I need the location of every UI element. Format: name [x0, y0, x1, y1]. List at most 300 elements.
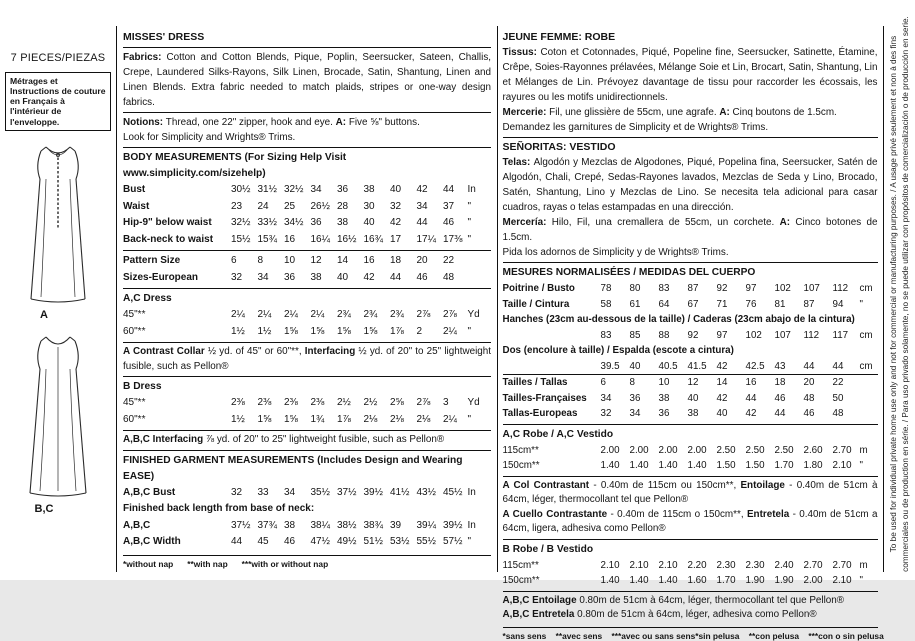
table-cell: 2.10 [600, 559, 620, 571]
table-cell: 42 [716, 392, 728, 404]
table-cell: 61 [629, 298, 641, 310]
table-cell: 1.40 [600, 460, 620, 471]
ac-robe-section [503, 424, 878, 539]
table-cell: 2.70 [832, 559, 852, 571]
table-cell: 44 [390, 271, 402, 283]
table-cell: 67 [687, 298, 699, 310]
table-cell: 34 [310, 184, 322, 195]
finished-measurements-header: FINISHED GARMENT MEASUREMENTS (Includes Design and Wearing EASE) [123, 454, 463, 482]
table-cell: 42 [363, 271, 375, 283]
row-label: Bust [123, 184, 146, 195]
table-row [123, 534, 491, 551]
unit-cell: " [467, 200, 472, 212]
table-cell: 57½ [443, 536, 463, 547]
ac-robe-header: A,C Robe / A,C Vestido [502, 428, 614, 440]
table-cell: 3 [443, 397, 449, 408]
table-cell: 102 [774, 283, 791, 294]
table-cell: 34 [284, 486, 296, 498]
table-cell: 2.00 [803, 575, 823, 586]
table-row [123, 182, 491, 199]
unit-cell: " [859, 460, 863, 471]
entoilage-block [503, 591, 878, 625]
table-cell: 2¾ [390, 309, 404, 320]
unit-cell: Yd [467, 397, 480, 408]
fabrics-block [123, 47, 491, 112]
legal-text-line2: commerciales ou de production en série. / Para uso privado solamente, no se puede utilizar con propósitos de comercialización o de producción en serie. [900, 16, 910, 572]
unit-cell: m [859, 444, 868, 456]
finished-measurements-table [123, 485, 491, 551]
table-cell: 80 [629, 283, 641, 294]
table-cell: 15¾ [257, 233, 277, 245]
unit-cell: Yd [467, 309, 480, 320]
table-cell: 33½ [257, 217, 277, 228]
ac-dress-section [123, 288, 491, 376]
table-cell: 32 [231, 486, 243, 498]
table-row [503, 297, 878, 313]
row-label: 45"** [123, 309, 146, 320]
table-cell: 102 [745, 329, 762, 341]
table-cell: 32½ [231, 217, 251, 228]
table-cell: 37½ [231, 519, 251, 531]
table-cell: 51½ [363, 536, 383, 547]
table-cell: 78 [600, 283, 612, 294]
unit-cell: cm [859, 360, 873, 372]
b-dress-header: B Dress [123, 381, 162, 392]
table-cell: 42 [716, 360, 728, 372]
table-cell: 83 [658, 283, 670, 294]
unit-cell: cm [859, 329, 873, 341]
table-row [123, 485, 491, 502]
unit-cell: In [467, 519, 476, 531]
col-contrastant-note: A Col Contrastant - 0.40m de 115cm ou 150cm**, Entoilage - 0.40m de 51cm à 64cm, léger, thermocollant tel que Pellon® [503, 476, 878, 508]
table-cell: 1½ [231, 413, 245, 425]
table-cell: 48 [832, 408, 844, 419]
row-label: Finished back length from base of neck: [123, 503, 315, 514]
table-cell: 8 [629, 377, 635, 388]
table-cell: 40 [629, 360, 641, 372]
table-cell: 2 [416, 325, 423, 337]
unit-cell: " [859, 298, 863, 310]
table-cell: 1.50 [745, 460, 765, 471]
entretela-note: A,B,C Entretela 0.80m de 51cm à 64cm, léger, adhesiva como Pellon® [502, 609, 817, 620]
table-row [503, 558, 878, 574]
table-cell: 55½ [416, 536, 436, 547]
table-row [503, 443, 878, 459]
table-cell: 2¼ [284, 309, 298, 320]
table-row [503, 391, 878, 407]
table-cell: 48 [443, 271, 455, 283]
table-cell: 20 [803, 377, 815, 388]
table-row [503, 281, 878, 297]
table-cell: 38 [363, 184, 375, 195]
table-cell: 2.30 [745, 559, 765, 571]
mesures-section [503, 262, 878, 424]
table-row [123, 232, 491, 249]
table-cell: 16 [745, 377, 757, 388]
unit-cell: " [467, 536, 472, 547]
row-label: Taille / Cintura [502, 298, 570, 310]
table-cell: 39½ [443, 519, 463, 531]
pattern-size-table [123, 253, 491, 286]
table-cell: 2.20 [687, 559, 707, 571]
body-measurements-section [123, 147, 491, 250]
table-cell: 1.90 [774, 575, 794, 586]
table-cell: 6 [231, 255, 237, 266]
row-label: Waist [123, 200, 150, 212]
contrast-collar-note: A Contrast Collar ½ yd. of 45" or 60"**, Interfacing ½ yd. of 20" to 25" lightweight fusible, such as Pellon® [123, 342, 491, 374]
table-cell: 36 [310, 217, 322, 228]
table-cell: 41.5 [687, 360, 707, 372]
table-cell: 34 [629, 408, 641, 419]
table-row [123, 307, 491, 324]
row-label: Tailles-Françaises [502, 392, 587, 404]
table-cell: 8 [257, 255, 264, 266]
table-cell: 88 [658, 329, 670, 341]
table-cell: 44 [745, 392, 757, 404]
table-cell: 42 [390, 217, 402, 228]
table-cell: 2.70 [803, 559, 823, 571]
table-cell: 20 [416, 255, 428, 266]
table-cell: 97 [745, 283, 757, 294]
table-cell: 32 [600, 408, 612, 419]
table-cell: 14 [716, 377, 728, 388]
table-cell: 1.80 [803, 460, 823, 471]
misses-dress-title-block [123, 28, 491, 47]
table-cell: 44 [832, 360, 844, 372]
row-label: Hip-9" below waist [123, 217, 212, 228]
misses-dress-title: MISSES' DRESS [123, 31, 205, 43]
entoilage-note: A,B,C Entoilage 0.80m de 51cm à 64cm, léger, thermocollant tel que Pellon® [502, 594, 845, 606]
table-cell: 112 [803, 329, 820, 341]
b-robe-table [503, 558, 878, 589]
table-cell: 16 [284, 233, 296, 245]
table-cell: 17¼ [416, 233, 436, 245]
table-cell: 42 [745, 408, 757, 419]
table-cell: 1.70 [716, 575, 736, 586]
table-cell: 2¼ [310, 309, 325, 320]
table-cell: 39.5 [600, 360, 620, 372]
b-robe-header: B Robe / B Vestido [502, 543, 594, 555]
merceria-paragraph: Mercería: Hilo, Fil, una cremallera de 55cm, un corchete. A: Cinco botones de 1.5cm. [502, 217, 878, 243]
table-cell: 42 [416, 184, 428, 195]
row-label: A,B,C Width [123, 536, 181, 547]
table-cell: 38¼ [310, 519, 330, 531]
table-cell: 87 [687, 283, 699, 294]
table-cell: 1⅝ [337, 325, 351, 337]
unit-cell: cm [859, 283, 873, 294]
table-cell: 1.40 [658, 460, 678, 471]
row-label: Sizes-European [123, 271, 199, 283]
table-cell: 43 [774, 360, 786, 372]
abc-interfacing-block [123, 430, 491, 450]
b-robe-section [503, 539, 878, 591]
ac-robe-table [503, 443, 878, 474]
table-cell: 33 [257, 486, 269, 498]
tissus-paragraph: Tissus: Coton et Cotonnades, Piqué, Popeline fine, Seersucker, Satinette, Étamine, Crêpe, Soies-Rayonnes prélavées, Mélange Soie et Lin, Brocart, Satin, Shantung, Lin et Mélanges de Lin. Prévoyez davantage de tissu pour raccorder les écossais, les rayures ou les motifs unidirectionnels. [502, 47, 878, 103]
table-cell: 83 [600, 329, 612, 341]
unit-cell: " [467, 233, 472, 245]
table-cell: 92 [687, 329, 699, 341]
table-cell: 14 [337, 255, 349, 266]
table-row [123, 324, 491, 341]
table-cell: 38 [658, 392, 670, 404]
table-row [503, 406, 878, 422]
table-cell: 34 [416, 200, 428, 212]
table-cell: 38 [284, 519, 296, 531]
table-cell: 92 [716, 283, 728, 294]
table-cell: 17⅜ [443, 233, 463, 245]
table-cell: 64 [658, 298, 670, 310]
french-instructions-box: Métrages et Instructions de couture en Français à l'intérieur de l'enveloppe. [5, 72, 111, 131]
table-cell: 39¼ [416, 519, 436, 531]
row-label: 150cm** [502, 575, 540, 586]
row-label: 150cm** [502, 460, 540, 471]
table-cell: 53½ [390, 536, 410, 547]
table-cell: 12 [310, 255, 322, 266]
table-cell: 2⅜ [310, 397, 325, 408]
trims-note: Look for Simplicity and Wrights® Trims. [123, 132, 296, 143]
table-cell: 15½ [231, 233, 251, 245]
unit-cell: " [467, 413, 472, 425]
table-cell: 24 [257, 200, 269, 212]
notions-paragraph: Notions: Thread, one 22" zipper, hook and eye. A: Five ⅝" buttons. [123, 117, 420, 128]
table-cell: 1.40 [658, 575, 678, 586]
table-cell: 2.00 [658, 444, 678, 456]
row-label: A,B,C Bust [123, 486, 176, 498]
table-cell: 23 [231, 200, 243, 212]
table-cell: 37 [443, 200, 455, 212]
table-cell: 40.5 [658, 360, 678, 372]
table-cell: 1.60 [687, 575, 707, 586]
table-cell: 50 [832, 392, 844, 404]
legal-text-line1: To be used for individual private home use only and not for commercial or manufacturing purposes. / A usage privé seulement et non à des fins [889, 35, 898, 553]
left-panel [0, 26, 116, 570]
table-cell: 12 [687, 377, 699, 388]
table-cell: 34½ [284, 217, 304, 228]
table-cell: 6 [600, 377, 606, 388]
table-cell: 46 [774, 392, 786, 404]
table-cell: 2⅞ [416, 397, 431, 408]
table-cell: 37¾ [257, 519, 277, 531]
table-cell: 32½ [284, 184, 304, 195]
table-cell: 41½ [390, 486, 410, 498]
table-row [503, 458, 878, 474]
table-row [503, 573, 878, 589]
unit-cell: " [467, 325, 472, 337]
table-cell: 36 [629, 392, 641, 404]
table-cell: 1⅝ [284, 413, 298, 425]
table-row [123, 395, 491, 412]
table-cell: 1¾ [310, 413, 325, 425]
table-cell: 45½ [443, 486, 463, 498]
notions-block [123, 112, 491, 147]
table-cell: 2¼ [443, 325, 457, 337]
table-cell: 2.10 [832, 575, 852, 586]
table-row [123, 501, 491, 518]
body-measurements-header: BODY MEASUREMENTS (For Sizing Help Visit www.simplicity.com/sizehelp) [123, 152, 347, 179]
table-cell: 97 [716, 329, 728, 341]
table-cell: 2⅜ [257, 397, 272, 408]
pieces-count-label: 7 PIECES/PIEZAS [10, 52, 106, 64]
table-cell: 49½ [337, 536, 357, 547]
nap-footnotes-text: *without nap **with nap ***with or without nap [123, 558, 329, 569]
table-cell: 2¼ [443, 413, 457, 425]
table-cell: 10 [284, 255, 296, 266]
table-cell: 42.5 [745, 360, 765, 372]
table-row [123, 270, 491, 287]
table-cell: 2.60 [803, 444, 823, 456]
table-cell: 38 [687, 408, 699, 419]
table-cell: 2⅜ [284, 397, 298, 408]
table-cell: 46 [416, 271, 428, 283]
row-label: Hanches (23cm au-dessous de la taille) / Caderas (23cm abajo de la cintura) [502, 314, 855, 325]
table-cell: 2.30 [716, 559, 736, 571]
table-cell: 2⅜ [231, 397, 245, 408]
table-cell: 2.50 [716, 444, 736, 456]
table-cell: 43½ [416, 486, 436, 498]
table-cell: 16½ [337, 233, 357, 245]
table-cell: 34 [600, 392, 612, 404]
ac-dress-table [123, 307, 491, 340]
table-cell: 107 [803, 283, 820, 294]
table-cell: 26½ [310, 200, 330, 212]
table-cell: 36 [337, 184, 349, 195]
legal-strip [888, 14, 911, 574]
table-cell: 44 [231, 536, 243, 547]
table-cell: 2.40 [774, 559, 794, 571]
table-cell: 17 [390, 233, 402, 245]
senoritas-title: SEÑORITAS: VESTIDO [502, 141, 616, 153]
table-row [123, 412, 491, 429]
table-cell: 38 [310, 271, 322, 283]
table-cell: 40 [716, 408, 728, 419]
table-cell: 1.90 [745, 575, 765, 586]
english-column [116, 26, 498, 572]
table-cell: 40 [337, 271, 349, 283]
senoritas-section [503, 137, 878, 262]
telas-paragraph: Telas: Algodón y Mezclas de Algodones, Piqué, Popelina fina, Seersucker, Satén de Algodón, Chali, Crepé, Sedas-Rayones lavados, Mezclas de Seda y Lino, Brocado, Satén, Shantung, Lino y Mezclas de Lino. Se necesita tela adicional para casar cuadros, rayas o telas estampadas en una dirección. [502, 157, 878, 213]
table-cell: 32 [231, 271, 243, 283]
pelusa-footnotes: *sin pelusa **con pelusa ***con o sin pelusa [695, 630, 884, 641]
nap-footnotes [123, 555, 491, 569]
table-cell: 1⅝ [310, 325, 325, 337]
ac-dress-header: A,C Dress [123, 293, 172, 304]
table-cell: 44 [416, 217, 428, 228]
table-cell: 44 [803, 360, 815, 372]
table-cell: 2¼ [257, 309, 272, 320]
table-row [503, 343, 878, 359]
mesures-table [503, 281, 878, 422]
table-cell: 2.50 [745, 444, 765, 456]
table-cell: 16 [363, 255, 375, 266]
table-cell: 94 [832, 298, 844, 310]
row-label: Tailles / Tallas [502, 377, 568, 388]
table-cell: 2.70 [832, 444, 852, 456]
table-cell: 1.40 [629, 460, 649, 471]
dress-bc-illustration [12, 331, 104, 503]
table-cell: 1.50 [716, 460, 736, 471]
row-label: Back-neck to waist [123, 233, 214, 245]
table-row [503, 328, 878, 344]
table-cell: 1⅝ [257, 413, 272, 425]
unit-cell: m [859, 559, 868, 571]
finished-measurements-section [123, 450, 491, 553]
table-cell: 2⅞ [443, 309, 457, 320]
table-cell: 16¼ [310, 233, 330, 245]
abc-interfacing-note: A,B,C Interfacing ⅞ yd. of 20" to 25" lightweight fusible, such as Pellon® [123, 434, 445, 445]
row-label: Pattern Size [123, 255, 181, 266]
unit-cell: " [859, 575, 863, 586]
table-cell: 2.10 [658, 559, 678, 571]
table-cell: 47½ [310, 536, 330, 547]
table-cell: 1.40 [600, 575, 620, 586]
table-cell: 1½ [231, 325, 245, 337]
table-cell: 107 [774, 329, 791, 341]
table-cell: 30½ [231, 184, 251, 195]
table-cell: 2¾ [337, 309, 351, 320]
row-label: 115cm** [502, 444, 539, 456]
table-cell: 2.00 [687, 444, 707, 456]
table-cell: 2.50 [774, 444, 794, 456]
table-cell: 36 [658, 408, 670, 419]
table-cell: 18 [774, 377, 786, 388]
mesures-header: MESURES NORMALISÉES / MEDIDAS DEL CUERPO [502, 267, 756, 278]
cuello-contrastante-note: A Cuello Contrastante - 0.40m de 115cm o 150cm**, Entretela - 0.40m de 51cm a 64cm, ligera, adhesiva como Pellon® [502, 508, 878, 534]
table-row [123, 199, 491, 216]
unit-cell: " [467, 217, 472, 228]
row-label: A,B,C [123, 519, 151, 531]
row-label: 60"** [123, 325, 146, 337]
table-cell: 1⅞ [390, 325, 404, 337]
table-cell: 2¼ [231, 309, 245, 320]
table-cell: 32 [390, 200, 402, 212]
table-cell: 44 [774, 408, 786, 419]
row-label: Poitrine / Busto [502, 283, 575, 294]
table-cell: 18 [390, 255, 402, 266]
table-cell: 2.10 [629, 559, 649, 571]
dress-a-illustration [12, 141, 104, 309]
table-cell: 46 [284, 536, 296, 547]
table-cell: 76 [745, 298, 757, 310]
b-dress-section [123, 376, 491, 430]
view-a-label: A [40, 308, 48, 321]
unit-cell: In [467, 184, 476, 195]
table-cell: 2⅛ [390, 413, 404, 425]
table-cell: 39 [390, 519, 402, 531]
table-cell: 2½ [363, 397, 378, 408]
jeune-femme-title: JEUNE FEMME: ROBE [502, 31, 616, 43]
pattern-size-section [123, 250, 491, 288]
table-cell: 28 [337, 200, 349, 212]
table-cell: 44 [443, 184, 455, 195]
table-row [123, 215, 491, 232]
table-cell: 38½ [337, 519, 357, 531]
view-bc-label: B,C [34, 502, 54, 515]
table-cell: 34 [257, 271, 269, 283]
table-cell: 1⅞ [337, 413, 351, 425]
french-spanish-column [498, 26, 884, 641]
table-cell: 1⅝ [363, 325, 378, 337]
mercerie-paragraph: Mercerie: Fil, une glissière de 55cm, une agrafe. A: Cinq boutons de 1.5cm. [502, 107, 837, 118]
table-cell: 1.70 [774, 460, 794, 471]
table-cell: 58 [600, 298, 612, 310]
row-label: 115cm** [502, 559, 539, 571]
row-label: Dos (encolure à taille) / Espalda (escote a cintura) [502, 345, 734, 356]
sens-pelusa-footnotes [502, 627, 884, 641]
table-cell: 2⅝ [390, 397, 404, 408]
row-label: Tallas-Europeas [502, 408, 578, 419]
table-cell: 2½ [337, 397, 351, 408]
